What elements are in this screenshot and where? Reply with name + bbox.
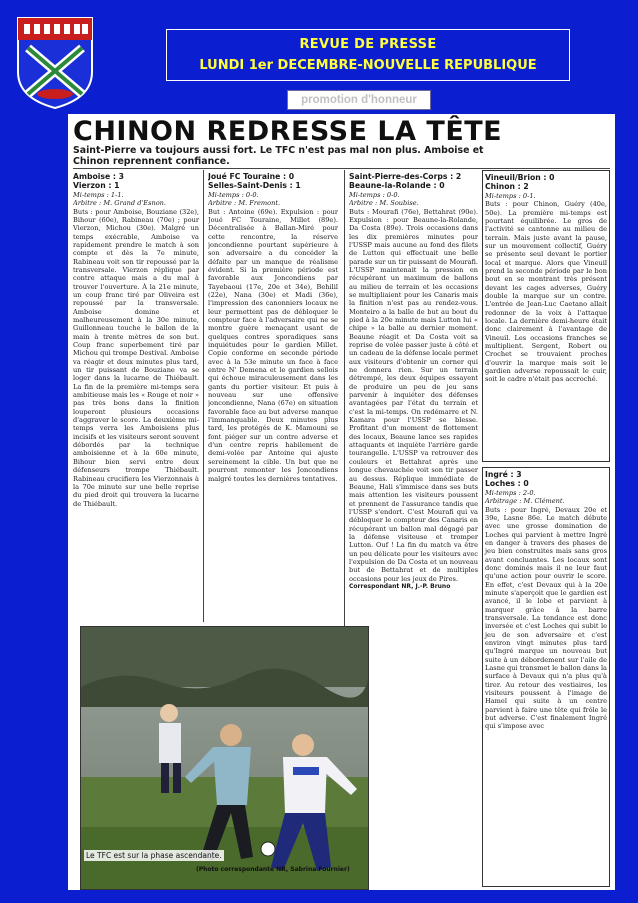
match-score-home: Vineuil/Brion : 0 bbox=[485, 173, 555, 182]
match-score-home: Ingré : 3 bbox=[485, 470, 522, 479]
report-body: Buts : pour Chinon, Guéry (40e, 50e). La première mi-temps est pourtant équilibrée. Le gros de l'activité se cantonne au milieu de terrain. Mais juste avant la pause, sur un mouvement collectif, Guéry se présente seul devant le portier local et marque. Alors que Vineuil prend la seconde période par le bon bout en se montrant très présent devant les cages adverses, Guéry double la marque sur un contre. L'entrée de Jean-Luc Caetano allait redonner de la voix à l'attaque locale. La dernière demi-heure était donc clairement à l'avantage de Vineuil. Les occasions franches se multiplient. Sergent, Robert ou Crochet se trouvaient proches d'ouvrir la marque mais soit le gardien adverse repoussait le cuir, soit le cadre n'était pas accroché. bbox=[485, 200, 607, 384]
newspaper-clipping bbox=[68, 114, 615, 890]
correspondent-signature: Correspondant NR, J.-P. Bruno bbox=[349, 582, 451, 590]
article-subhead: Saint-Pierre va toujours aussi fort. Le TFC n'est pas mal non plus. Amboise et Chinon reprennent confiance. bbox=[73, 145, 484, 167]
halftime-score: Mi-temps : 0-0. bbox=[349, 190, 400, 199]
match-report-vineuil bbox=[482, 170, 610, 462]
match-score-away: Vierzon : 1 bbox=[73, 181, 120, 191]
match-report-joue bbox=[208, 172, 338, 622]
page-title: REVUE DE PRESSE bbox=[299, 37, 437, 52]
referee: Arbitre : M. Soubise. bbox=[349, 199, 419, 208]
halftime-score: Mi-temps : 0-0. bbox=[208, 190, 259, 199]
divider bbox=[203, 170, 204, 622]
report-body: Buts : pour Ingré, Devaux 20e et 39e, Lasne 86e. Le match débute avec une grosse domination de Loches qui parvient à mettre Ingré en danger à travers des phases de jeu bien construites mais sans gros avant concluantes. Les locaux sont donc dominés mais il ne leur faut qu'une action pour ouvrir le score. En effet, c'est Devaux qui à la 20e minute s'aperçoit que le gardien est avancé, il le lobe et parvient à marquer grâce à la barre transversale. La tendance est donc inversée et c'est Loches qui subit le jeu de son adversaire et c'est environ vingt minutes plus tard qu'Ingré marque un nouveau but suite à un débordement sur l'aile de Lasne qui transmet le ballon dans la surface à Devaux qui n'a plus qu'à tirer. Au retour des vestiaires, les visiteurs poussent à l'image de Hamel qui suite à un centre parvient à faire une tête qui frôle le but adverse. C'est finalement Ingré qui s'impose avec bbox=[485, 505, 607, 731]
match-score-home: Saint-Pierre-des-Corps : 2 bbox=[349, 172, 462, 181]
halftime-score: Mi-temps : 2-0. bbox=[485, 488, 536, 497]
match-score-away: Chinon : 2 bbox=[485, 182, 529, 192]
club-crest-icon bbox=[14, 14, 96, 110]
match-report-ingre bbox=[482, 467, 610, 887]
match-score-home: Joué FC Touraine : 0 bbox=[208, 172, 295, 181]
page-subtitle: LUNDI 1er DECEMBRE-NOUVELLE REPUBLIQUE bbox=[199, 58, 537, 73]
report-body: Buts : pour Amboise, Bouziane (32e), Bihour (60e), Rabineau (70e) ; pour Vierzon, Michou (30e). Malgré un temps exécrable, Amboise va rapidement prendre le match à son compte et dès la 7e minute, Rabineau voit son tir repoussé par la transversale. Vierzon réplique par contre attaque mais a du mal à trouver l'ouverture. À la 21e minute, un coup franc tiré par Oliveira est repoussé par la transversale. Amboise domine et malheureusement à la 30e minute, Guillonneau touche le ballon de la main à trente mètres de son but. Coup franc superbement tiré par Michou qui trompe Destival. Amboise va réagir et deux minutes plus tard, un tir puissant de Bouziane va se loger dans la lucarne de Thiébault. La fin de la première mi-temps sera ambitieuse mais les « Rouge et noir » pas très bons dans la finition louperont plusieurs occasions d'aggraver le score. La deuxième mi-temps verra les Amboisiens plus incisifs et les visiteurs seront souvent débordés par la technique amboisienne et à la 60e minute, Bihour bien servi entre deux défenseurs trompe Thiébault. Rabineau crucifiera les Vierzonnais à la 70e minute sur une belle reprise du pied droit qui trouvera la lucarne de Thiébault. bbox=[73, 207, 199, 508]
divider bbox=[73, 168, 610, 169]
match-score-away: Beaune-la-Rolande : 0 bbox=[349, 181, 445, 191]
match-score-away: Loches : 0 bbox=[485, 479, 529, 489]
photo-caption: Le TFC est sur la phase ascendante. bbox=[86, 851, 222, 860]
match-score-home: Amboise : 3 bbox=[73, 172, 124, 181]
section-tag: promotion d'honneur bbox=[287, 90, 431, 110]
referee: Arbitre : M. Grand d'Esnon. bbox=[73, 199, 167, 208]
report-body: Buts : Mourafi (76e), Bettahrat (90e). Expulsion : pour Beaune-la-Rolande, Da Costa (89e). Trois occasions dans les dix premières minutes pour l'USSP mais aucune au fond des filets de Lutton qui effectuait une belle parade sur un tir puissant de Mourafi. L'USSP maintenait la pression en récupérant un maximum de ballons au milieu de terrain et les occasions se multipliaient pour les Canaris mais la finition n'est pas au rendez-vous. Monteiro a la balle de but au bout du pied à la 20e minute mais Lutton lui « chipe » la balle au dernier moment. Beaune réagit et Da Costa voit sa reprise de volée passer juste à côté et un cadeau de la défense locale permet aux visiteurs d'obtenir un corner qui ne donnera rien. Sur un terrain détrempé, les deux équipes essayent de produire un peu de jeu sans parvenir à inquiéter des défenses avantagées par l'état du terrain et c'est la mi-temps. On redémarre et N. Kamara pour l'USSP se blesse. Profitant d'un moment de flottement des locaux, Beaune lance ses rapides attaquants et inquiète l'arrière garde tourangelle. L'USSP va retrouver des couleurs et Bettahrat après une longue chevauchée voit son tir passer au dessus. Réplique immédiate de Beaune, Hali s'immisce dans ses buts mais attention les visiteurs poussent et prennent de l'assurance tandis que l'USSP s'endort. C'est Mourafi qui va débloquer le compteur des Canaris en récupérant un ballon mal dégagé par la défense visiteuse et tromper Lutton. Ouf ! La fin du match va être un peu délicate pour les visiteurs avec l'expulsion de Da Costa et un nouveau but de Bettahrat et de multiples occasions pour les jeux de Pires. bbox=[349, 207, 478, 583]
article-headline: CHINON REDRESSE LA TÊTE bbox=[73, 116, 503, 147]
referee: Arbitre : M. Fremont. bbox=[208, 199, 281, 208]
match-report-amboise bbox=[73, 172, 199, 622]
report-body: But : Antoine (69e). Expulsion : pour Joué FC Touraine, Millet (89e). Décentralisée à Ballan-Miré pour cette rencontre, la réserve joncondienne pourtant supérieure à son adversaire a du concéder la défaite par un manque de réalisme évident. Si la première période est favorable aux Joncondiens par Tayebaoui (17e, 20e et 34e), Behilil (22e), Nana (30e) et Madi (36e), l'impression des canonniers locaux ne leur permettent pas de débloquer le compteur face à l'adversaire qui ne se montre guère menaçant usant de quelques contres sporadiques sans inquiétudes pour le gardien Millet. Copie conforme en seconde période avec à la 53e minute un face à face entre N' Demena et le gardien sellois qui échoue miraculeusement dans les gants du portier visiteur. Et puis à nouveau sur une offensive joncondienne, Nana (67e) en situation favorable face au but adverse manque l'immanquable. Deux minutes plus tard, les protégés de K. Mamouni se font piéger sur un contre adverse et d'un centre repris habilement de demi-volée par Antoine qui ajuste sereinement la cible. Un but que ne pourront remonter les Joncondiens malgré toutes les dernières tentatives. bbox=[208, 207, 338, 483]
match-score-away: Selles-Saint-Denis : 1 bbox=[208, 181, 301, 191]
referee: Arbitrage : M. Clément. bbox=[485, 497, 565, 506]
halftime-score: Mi-temps : 1-1. bbox=[73, 190, 124, 199]
photo-credit: (Photo correspondante NR, Sabrina Fournier) bbox=[196, 866, 350, 873]
header-banner bbox=[166, 29, 570, 81]
halftime-score: Mi-temps : 0-1. bbox=[485, 191, 536, 200]
